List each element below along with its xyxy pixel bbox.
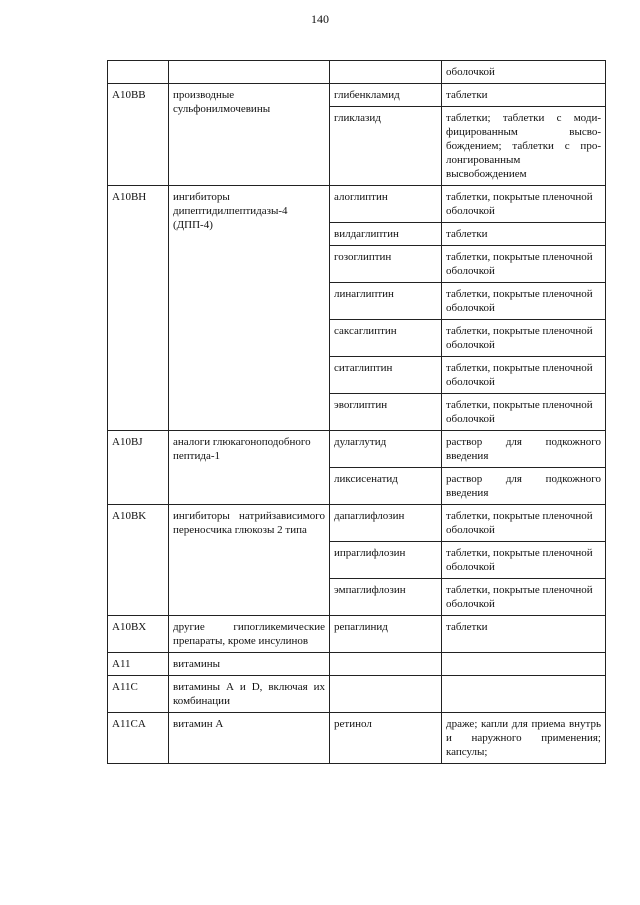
atc-code-cell: A10BK: [108, 505, 169, 616]
group-cell: витамин А: [169, 713, 330, 764]
drug-name-cell: линаглиптин: [330, 283, 442, 320]
drug-name-cell: вилдаглиптин: [330, 223, 442, 246]
drug-name-cell: алоглиптин: [330, 186, 442, 223]
drug-name-cell: [330, 61, 442, 84]
dosage-form-cell: оболочкой: [442, 61, 606, 84]
atc-code-cell: A11: [108, 653, 169, 676]
drug-name-cell: ипраглифлозин: [330, 542, 442, 579]
group-cell: ингибиторы дипептидилпептидазы-4 (ДПП-4): [169, 186, 330, 431]
atc-code-cell: A11C: [108, 676, 169, 713]
drug-name-cell: [330, 676, 442, 713]
drug-name-cell: гликлазид: [330, 107, 442, 186]
drug-name-cell: эмпаглифлозин: [330, 579, 442, 616]
drug-name-cell: дулаглутид: [330, 431, 442, 468]
atc-code-cell: A10BX: [108, 616, 169, 653]
table-row: [108, 61, 606, 84]
group-cell: другие гипогликемические препараты, кроме инсулинов: [169, 616, 330, 653]
dosage-form-cell: [442, 653, 606, 676]
drug-name-cell: глибенкламид: [330, 84, 442, 107]
table-row: [108, 84, 606, 107]
dosage-form-cell: таблетки, покрытые пленочной оболочкой: [442, 246, 606, 283]
drug-name-cell: репаглинид: [330, 616, 442, 653]
table-row: [108, 431, 606, 468]
dosage-form-cell: таблетки, покрытые пленочной оболочкой: [442, 283, 606, 320]
page-number: 140: [311, 12, 329, 26]
dosage-form-cell: таблетки, покрытые пленочной оболочкой: [442, 542, 606, 579]
atc-code-cell: [108, 61, 169, 84]
dosage-form-cell: таблетки, покрытые пленочной оболочкой: [442, 505, 606, 542]
dosage-form-cell: таблетки, покрытые пленочной оболочкой: [442, 186, 606, 223]
drug-name-cell: дапаглифлозин: [330, 505, 442, 542]
table-row: [108, 713, 606, 764]
drug-name-cell: ретинол: [330, 713, 442, 764]
table-row: [108, 616, 606, 653]
group-cell: аналоги глюкагоноподобного пептида-1: [169, 431, 330, 505]
atc-code-cell: A10BH: [108, 186, 169, 431]
dosage-form-cell: раствор для подкожного введения: [442, 468, 606, 505]
drug-name-cell: гозоглиптин: [330, 246, 442, 283]
dosage-form-cell: таблетки: [442, 616, 606, 653]
dosage-form-cell: драже; капли для приема внутрь и наружного применения; капсулы;: [442, 713, 606, 764]
drug-name-cell: эвоглиптин: [330, 394, 442, 431]
drug-name-cell: ликсисенатид: [330, 468, 442, 505]
dosage-form-cell: таблетки: [442, 84, 606, 107]
dosage-form-cell: раствор для подкожного введения: [442, 431, 606, 468]
group-cell: [169, 61, 330, 84]
group-cell: витамины А и D, включая их комбинации: [169, 676, 330, 713]
dosage-form-cell: таблетки; таблетки с моди-фицированным высво-бождением; таблетки с про-лонгированным высвобождением: [442, 107, 606, 186]
atc-code-cell: A10BB: [108, 84, 169, 186]
dosage-form-cell: таблетки: [442, 223, 606, 246]
group-cell: ингибиторы натрийзависимого переносчика глюкозы 2 типа: [169, 505, 330, 616]
dosage-form-cell: таблетки, покрытые пленочной оболочкой: [442, 357, 606, 394]
table-row: [108, 653, 606, 676]
dosage-form-cell: таблетки, покрытые пленочной оболочкой: [442, 320, 606, 357]
dosage-form-cell: таблетки, покрытые пленочной оболочкой: [442, 394, 606, 431]
group-cell: витамины: [169, 653, 330, 676]
atc-code-cell: A11CA: [108, 713, 169, 764]
group-cell: производные сульфонилмочевины: [169, 84, 330, 186]
atc-code-cell: A10BJ: [108, 431, 169, 505]
dosage-form-cell: [442, 676, 606, 713]
table-row: [108, 505, 606, 542]
table-row: [108, 676, 606, 713]
drug-name-cell: ситаглиптин: [330, 357, 442, 394]
dosage-form-cell: таблетки, покрытые пленочной оболочкой: [442, 579, 606, 616]
table-row: [108, 186, 606, 223]
drug-table: [107, 60, 606, 764]
drug-name-cell: саксаглиптин: [330, 320, 442, 357]
drug-name-cell: [330, 653, 442, 676]
